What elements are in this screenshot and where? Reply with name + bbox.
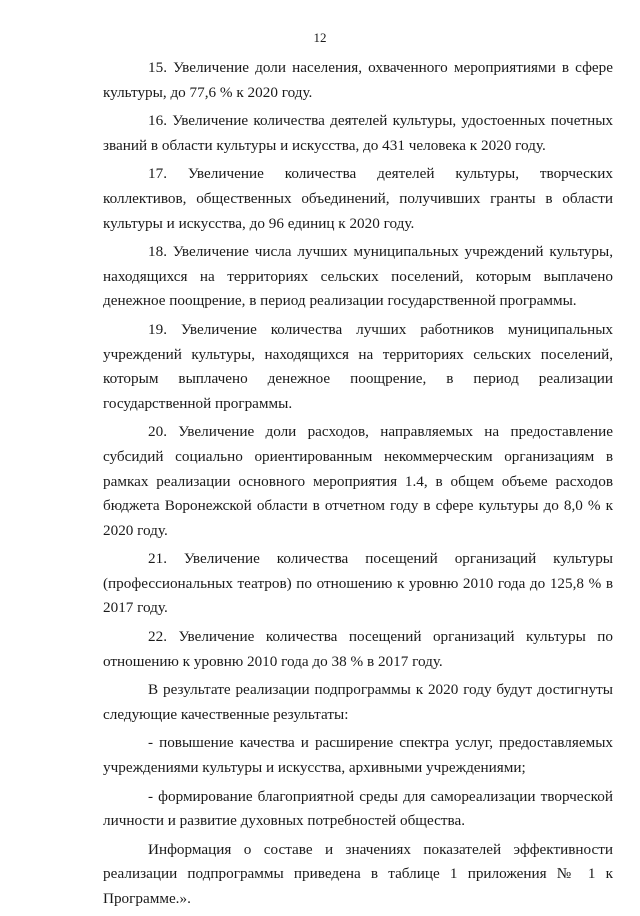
paragraph-item-18: 18. Увеличение числа лучших муниципальных учреждений культуры, находящихся на территориях сельских поселений, которым выплачено денежное поощрение, в период реализации государственной программы. bbox=[103, 243, 613, 310]
paragraph-item-21: 21. Увеличение количества посещений организаций культуры (профессиональных театров) по отношению к уровню 2010 года до 125,8 % в 2017 году. bbox=[103, 550, 613, 617]
paragraph-item-17: 17. Увеличение количества деятелей культуры, творческих коллективов, общественных объединений, получивших гранты в области культуры и искусства, до 96 единиц к 2020 году. bbox=[103, 165, 613, 232]
page-number: 12 bbox=[313, 30, 327, 45]
closing-paragraph: Информация о составе и значениях показателей эффективности реализации подпрограммы приведена в таблице 1 приложения № 1 к Программе.». bbox=[103, 840, 613, 907]
result-bullet-environment: - формирование благоприятной среды для самореализации творческой личности и развитие духовных потребностей общества. bbox=[103, 787, 613, 830]
results-intro-paragraph: В результате реализации подпрограммы к 2020 году будут достигнуты следующие качественные результаты: bbox=[103, 681, 613, 723]
paragraph-item-20: 20. Увеличение доли расходов, направляемых на предоставление субсидий социально ориентированным некоммерческим организациям в рамках реализации основного мероприятия 1.4, в общем объеме расходов бюджета Воронежской области в отчетном году в сфере культуры до 8,0 % к 2020 году. bbox=[103, 423, 613, 539]
result-bullet-services: - повышение качества и расширение спектра услуг, предоставляемых учреждениями культуры и искусства, архивными учреждениями; bbox=[103, 734, 613, 777]
document-body bbox=[103, 56, 613, 916]
paragraph-item-19: 19. Увеличение количества лучших работников муниципальных учреждений культуры, находящихся на территориях сельских поселений, которым выплачено денежное поощрение, в период реализации государственной программы. bbox=[103, 320, 613, 412]
paragraph-item-22: 22. Увеличение количества посещений организаций культуры по отношению к уровню 2010 года до 38 % в 2017 году. bbox=[103, 628, 613, 670]
paragraph-item-15: 15. Увеличение доли населения, охваченного мероприятиями в сфере культуры, до 77,6 % к 2020 году. bbox=[103, 59, 613, 101]
paragraph-item-16: 16. Увеличение количества деятелей культуры, удостоенных почетных званий в области культуры и искусства, до 431 человека к 2020 году. bbox=[103, 112, 613, 154]
